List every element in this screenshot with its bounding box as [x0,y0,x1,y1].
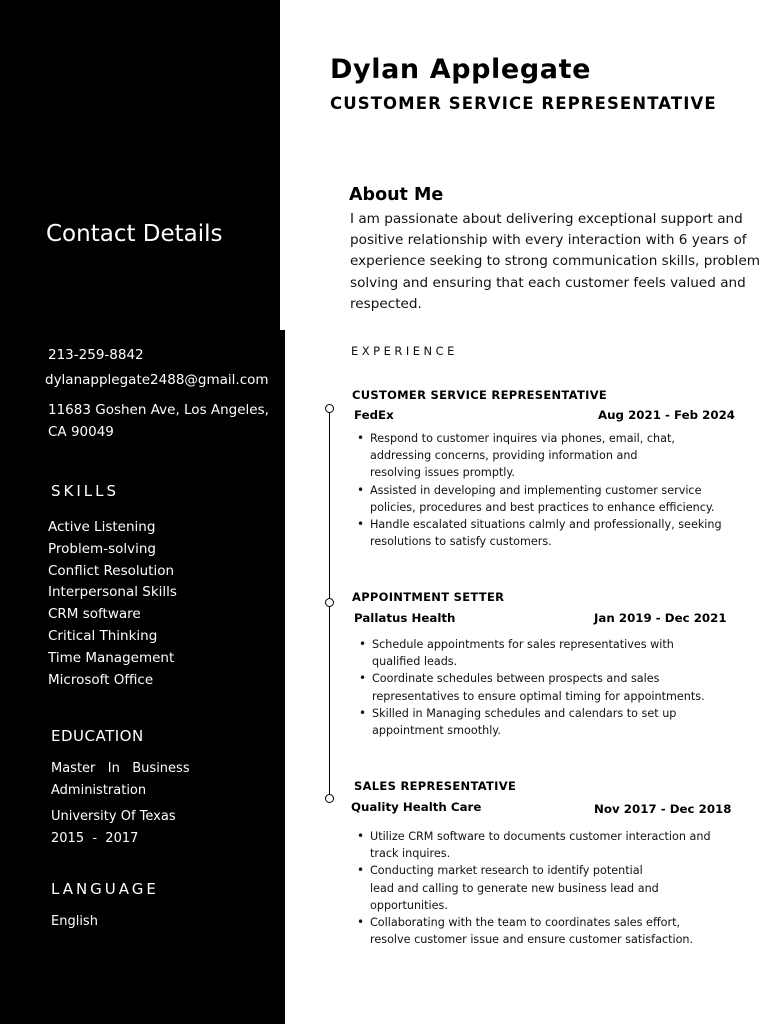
job-bullets [354,430,722,550]
skills-list [48,517,177,691]
education-heading: EDUCATION [51,727,144,745]
email-address: dylanapplegate2488@gmail.com [45,372,269,388]
job-dates: Jan 2019 - Dec 2021 [594,611,727,625]
job-bullet: • Assisted in developing and implementing customer service policies, procedures and best practices to enhance efficiency. [354,482,722,516]
skill-item: Conflict Resolution [48,562,175,579]
job-bullets [356,636,705,739]
job-company: Quality Health Care [351,800,482,814]
about-heading: About Me [349,185,444,205]
language-heading: LANGUAGE [51,880,159,898]
school-name: University Of Texas [51,809,176,824]
job-title: APPOINTMENT SETTER [352,590,505,604]
about-body: I am passionate about delivering exceptional support and positive relationship with every interaction with 6 years of experience seeking to strong communication skills, problem solving and ensuring that each customer feels valued and respected. [350,211,760,312]
address-line-1: 11683 Goshen Ave, Los Angeles, [48,402,269,418]
job-company: Pallatus Health [354,611,456,625]
skill-item: Active Listening [48,519,156,535]
sidebar [0,0,285,1024]
job-bullet: • Handle escalated situations calmly and professionally, seeking resolutions to satisfy customers. [354,516,722,550]
job-title: SALES REPRESENTATIVE [354,779,517,793]
skill-item: Problem-solving [48,540,156,557]
skill-item: Critical Thinking [48,627,158,644]
timeline-dot [325,598,334,607]
job-bullet: • Conducting market research to identify potential lead and calling to generate new business lead and opportunities. [354,862,711,914]
contact-details-heading: Contact Details [46,221,223,247]
skill-item: Microsoft Office [48,671,154,688]
degree-line-2: Administration [51,783,147,798]
job-bullet: • Coordinate schedules between prospects and sales representatives to ensure optimal timing for appointments. [356,670,705,704]
job-bullet: • Respond to customer inquires via phones, email, chat, addressing concerns, providing information and resolving issues promptly. [354,430,722,482]
phone-number: 213-259-8842 [48,347,144,363]
job-dates: Aug 2021 - Feb 2024 [598,408,735,422]
degree-line-1: Master In Business [51,761,190,776]
job-title: CUSTOMER SERVICE REPRESENTATIVE [352,388,608,402]
language-item: English [51,914,98,929]
job-bullet: • Utilize CRM software to documents customer interaction and track inquires. [354,828,711,862]
education-years: 2015 - 2017 [51,831,139,846]
timeline-dot [325,404,334,413]
skills-heading: SKILLS [51,482,120,500]
address-line-2: CA 90049 [48,424,114,440]
sidebar-notch [280,0,285,330]
skill-item: CRM software [48,606,141,623]
job-company: FedEx [354,408,394,422]
experience-heading: EXPERIENCE [351,344,458,358]
timeline-dot [325,794,334,803]
job-bullet: • Schedule appointments for sales representatives with qualified leads. [356,636,705,670]
skill-item: Interpersonal Skills [48,584,177,601]
job-dates: Nov 2017 - Dec 2018 [594,802,732,816]
job-bullet: • Skilled in Managing schedules and calendars to set up appointment smoothly. [356,705,705,739]
job-bullet: • Collaborating with the team to coordinates sales effort, resolve customer issue and ensure customer satisfaction. [354,914,711,948]
candidate-role: CUSTOMER SERVICE REPRESENTATIVE [330,94,717,113]
job-bullets [354,828,711,948]
skill-item: Time Management [48,649,175,666]
candidate-name: Dylan Applegate [330,54,591,85]
